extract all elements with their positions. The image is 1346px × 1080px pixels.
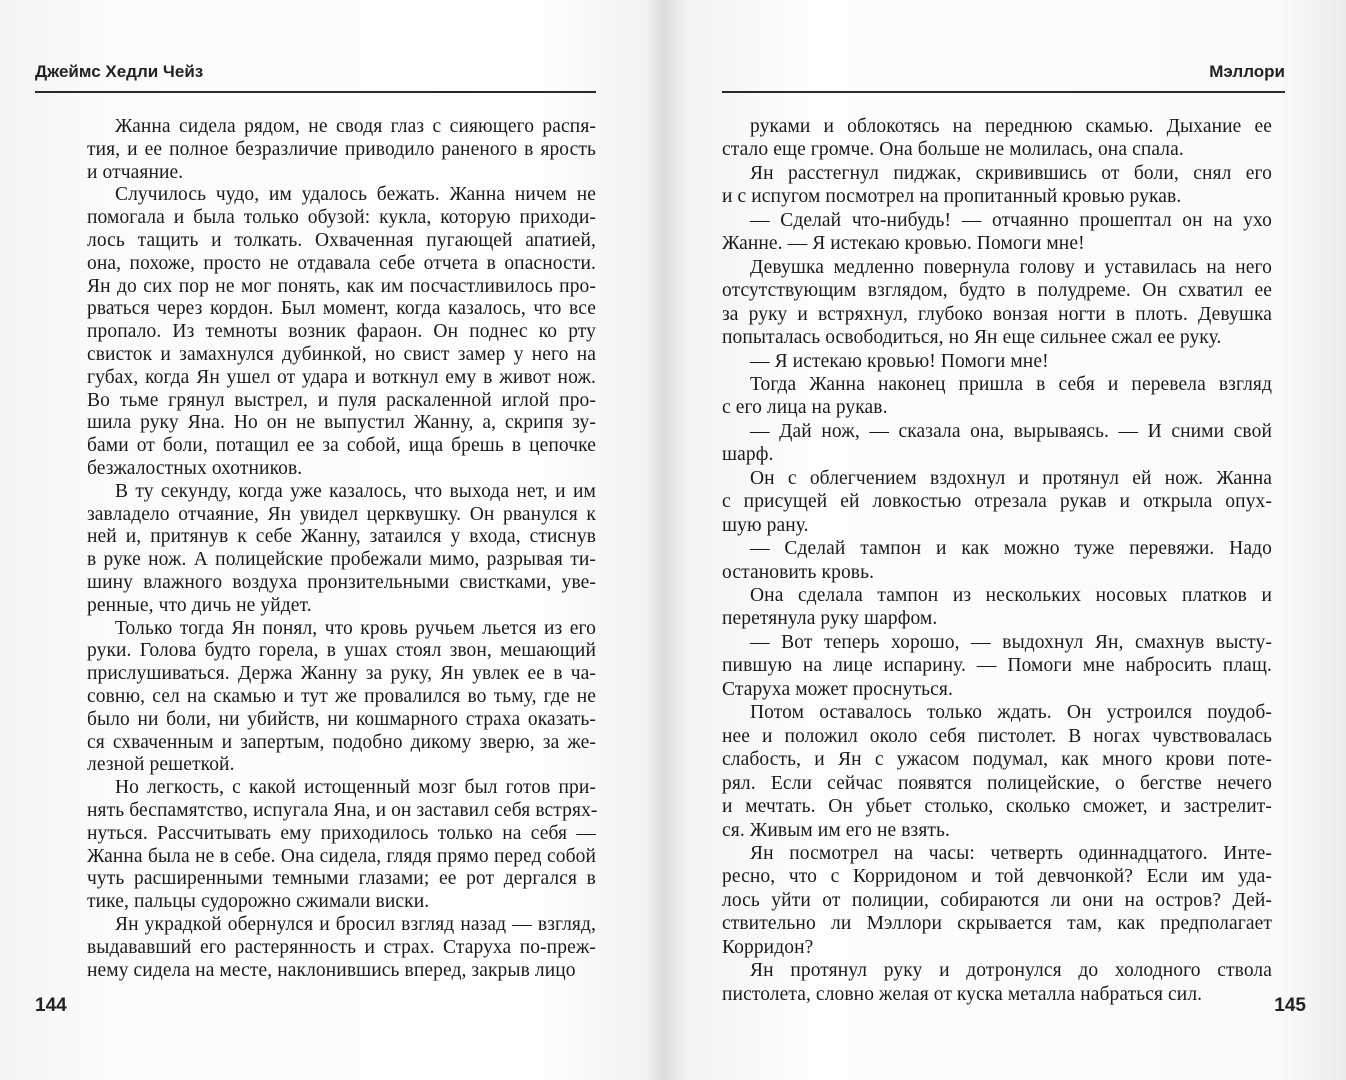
- text-line: слабость, и Ян с ужасом подумал, как много крови поте-: [722, 749, 1272, 771]
- text-line: лось тащить и толкать. Охваченная пугающей апатией,: [87, 230, 596, 251]
- text-line: Только тогда Ян понял, что кровь ручьем льется из его: [115, 617, 596, 639]
- text-line: Случилось чудо, им удалось бежать. Жанна ничем не: [115, 184, 596, 206]
- text-line: лезной решеткой.: [87, 754, 235, 776]
- text-line: чуть расширенными темными глазами; ее рот дергался в: [87, 868, 596, 890]
- text-line: нему сидела на месте, наклонившись вперед, закрыв лицо: [87, 959, 576, 981]
- text-line: — Сделай что-нибудь! — отчаянно прошептал он на ухо: [750, 209, 1272, 231]
- text-line: и мечтать. Он убьет столько, сколько сможет, и застрелит-: [722, 796, 1272, 818]
- text-line: помогала и была только обузой: кукла, которую приходи-: [87, 207, 596, 229]
- text-line: ся схваченным и запертым, подобно дикому зверю, за же-: [87, 731, 596, 753]
- text-line: с его лица на рукав.: [722, 397, 888, 419]
- text-line: и с испугом посмотрел на пропитанный кровью рукав.: [722, 186, 1182, 208]
- text-line: руки. Голова будто горела, в ушах стоял звон, мешающий: [87, 640, 596, 662]
- text-line: губах, когда Ян ушел от удара и воткнул ему в живот нож.: [87, 366, 596, 388]
- text-line: Девушка медленно повернула голову и уставилась на него: [750, 256, 1272, 278]
- text-line: перетянула руку шарфом.: [722, 608, 938, 630]
- text-line: руками и облокотясь на переднюю скамью. Дыхание ее: [750, 116, 1272, 137]
- text-line: В ту секунду, когда уже казалось, что выхода нет, и им: [115, 480, 596, 502]
- text-line: за руку и встряхнул, глубоко вонзая ногти в плоть. Девушка: [722, 303, 1272, 325]
- text-line: Старуха может проснуться.: [722, 678, 953, 700]
- text-line: Ян протянул руку и дотронулся до холодного ствола: [750, 960, 1272, 982]
- text-line: — Дай нож, — сказала она, вырываясь. — И сними свой: [750, 420, 1272, 442]
- text-line: нее и положил около себя пистолет. В ногах чувствовалась: [722, 725, 1272, 747]
- text-line: Жанна сидела рядом, не сводя глаз с сияющего распя-: [115, 116, 596, 137]
- text-line: — Вот теперь хорошо, — выдохнул Ян, смахнув высту-: [750, 631, 1272, 653]
- text-line: пистолета, словно желая от куска металла набраться сил.: [722, 983, 1203, 1005]
- text-line: завладело отчаяние, Ян увидел церквушку. Он рванулся к: [87, 503, 596, 525]
- text-line: Ян украдкой обернулся и бросил взгляд назад — взгляд,: [115, 914, 596, 935]
- text-line: с присущей ей ловкостью отрезала рукав и открыла опух-: [722, 491, 1272, 513]
- header-rule: [35, 91, 596, 93]
- text-line: прислушиваться. Держа Жанну за руку, Ян увлек ее в ча-: [87, 663, 596, 685]
- text-line: Ян посмотрел на часы: четверть одиннадцатого. Инте-: [750, 842, 1272, 864]
- text-line: пившую на лице испарину. — Помоги мне набросить плащ.: [722, 655, 1272, 677]
- text-line: — Сделай тампон и как можно туже перевяжи. Надо: [750, 538, 1272, 560]
- text-line: нуться. Рассчитывать ему приходилось только на себя —: [87, 822, 596, 844]
- text-line: безжалостных охотников.: [87, 458, 303, 479]
- text-line: тия, и ее полное безразличие приводило раненого в ярость: [87, 138, 596, 160]
- text-line: лось уйти от полиции, собираются ли они на остров? Дей-: [722, 889, 1272, 911]
- header-rule: [722, 91, 1285, 93]
- text-line: попыталась освободиться, но Ян еще сильнее сжал ее руку.: [722, 327, 1222, 349]
- text-line: выдававший его растерянность и страх. Старуха по-преж-: [87, 936, 596, 958]
- text-line: шину влажного воздуха пронзительными свистками, уве-: [87, 572, 596, 593]
- text-line: остановить кровь.: [722, 561, 875, 583]
- text-line: нять беспамятство, испугала Яна, и он заставил себя встрях-: [87, 800, 598, 821]
- text-line: Ян до сих пор не мог понять, как им посчастливилось про-: [87, 275, 596, 297]
- text-line: шарф.: [722, 444, 774, 466]
- text-line: шую рану.: [722, 514, 809, 536]
- text-line: она, похоже, просто не отдавала себе отчета в опасности.: [87, 252, 596, 274]
- text-line: ся. Живым им его не взять.: [722, 819, 950, 841]
- text-line: Ян расстегнул пиджак, скривившись от боли, снял его: [750, 162, 1272, 184]
- text-line: Потом оставалось только ждать. Он устроился поудоб-: [750, 702, 1272, 724]
- text-line: Жанне. — Я истекаю кровью. Помоги мне!: [722, 233, 1085, 255]
- text-line: было ни боли, ни убийств, ни кошмарного страха оказать-: [87, 708, 596, 730]
- page-number: 144: [35, 995, 67, 1016]
- text-line: отсутствующим взглядом, будто в полудреме. Он схватил ее: [722, 280, 1272, 302]
- text-line: Корридон?: [722, 936, 814, 958]
- text-line: совню, сел на скамью и тут же провалился во тьму, где не: [87, 686, 596, 707]
- text-line: рял. Если сейчас появятся полицейские, о бегстве нечего: [722, 772, 1272, 794]
- text-line: Она сделала тампон из нескольких носовых платков и: [750, 585, 1272, 606]
- text-line: стало еще громче. Она больше не молилась, она спала.: [722, 139, 1184, 161]
- text-line: ренные, что дичь не уйдет.: [87, 594, 312, 616]
- text-line: ней и, притянув к себе Жанну, затаился у входа, стиснув: [87, 526, 596, 548]
- text-line: бами от боли, потащил ее за собой, ища брешь в цепочке: [87, 435, 596, 457]
- running-head-author: Джеймс Хедли Чейз: [35, 62, 204, 81]
- page-number: 145: [1274, 995, 1306, 1016]
- running-head-title: Мэллори: [1209, 62, 1285, 81]
- text-line: Тогда Жанна наконец пришла в себя и перевела взгляд: [750, 373, 1272, 395]
- text-line: и отчаяние.: [87, 161, 184, 183]
- text-line: рваться через кордон. Был момент, когда казалось, что все: [87, 298, 596, 320]
- text-line: свисток и замахнулся дубинкой, но свист замер у него на: [87, 344, 596, 365]
- text-line: ресно, что с Корридоном и той девчонкой? Если им уда-: [722, 866, 1272, 888]
- text-line: Во тьме грянул выстрел, и пуля раскаленной иглой про-: [87, 389, 596, 411]
- text-line: шила руку Яна. Но он не выпустил Жанну, а, скрипя зу-: [87, 412, 596, 434]
- text-line: Он с облегчением вздохнул и протянул ей нож. Жанна: [750, 467, 1272, 489]
- text-line: тике, пальцы судорожно сжимали виски.: [87, 891, 430, 913]
- text-line: в руке нож. А полицейские пробежали мимо, разрывая ти-: [87, 549, 596, 571]
- text-line: Но легкость, с какой истощенный мозг был готов при-: [115, 777, 596, 799]
- text-line: — Я истекаю кровью! Помоги мне!: [750, 350, 1049, 372]
- text-line: Жанна была не в себе. Она сидела, глядя прямо перед собой: [87, 845, 596, 867]
- text-line: пропало. Из темноты возник фараон. Он поднес ко рту: [87, 321, 596, 343]
- text-line: ствительно ли Мэллори скрывается там, как предполагает: [722, 913, 1272, 935]
